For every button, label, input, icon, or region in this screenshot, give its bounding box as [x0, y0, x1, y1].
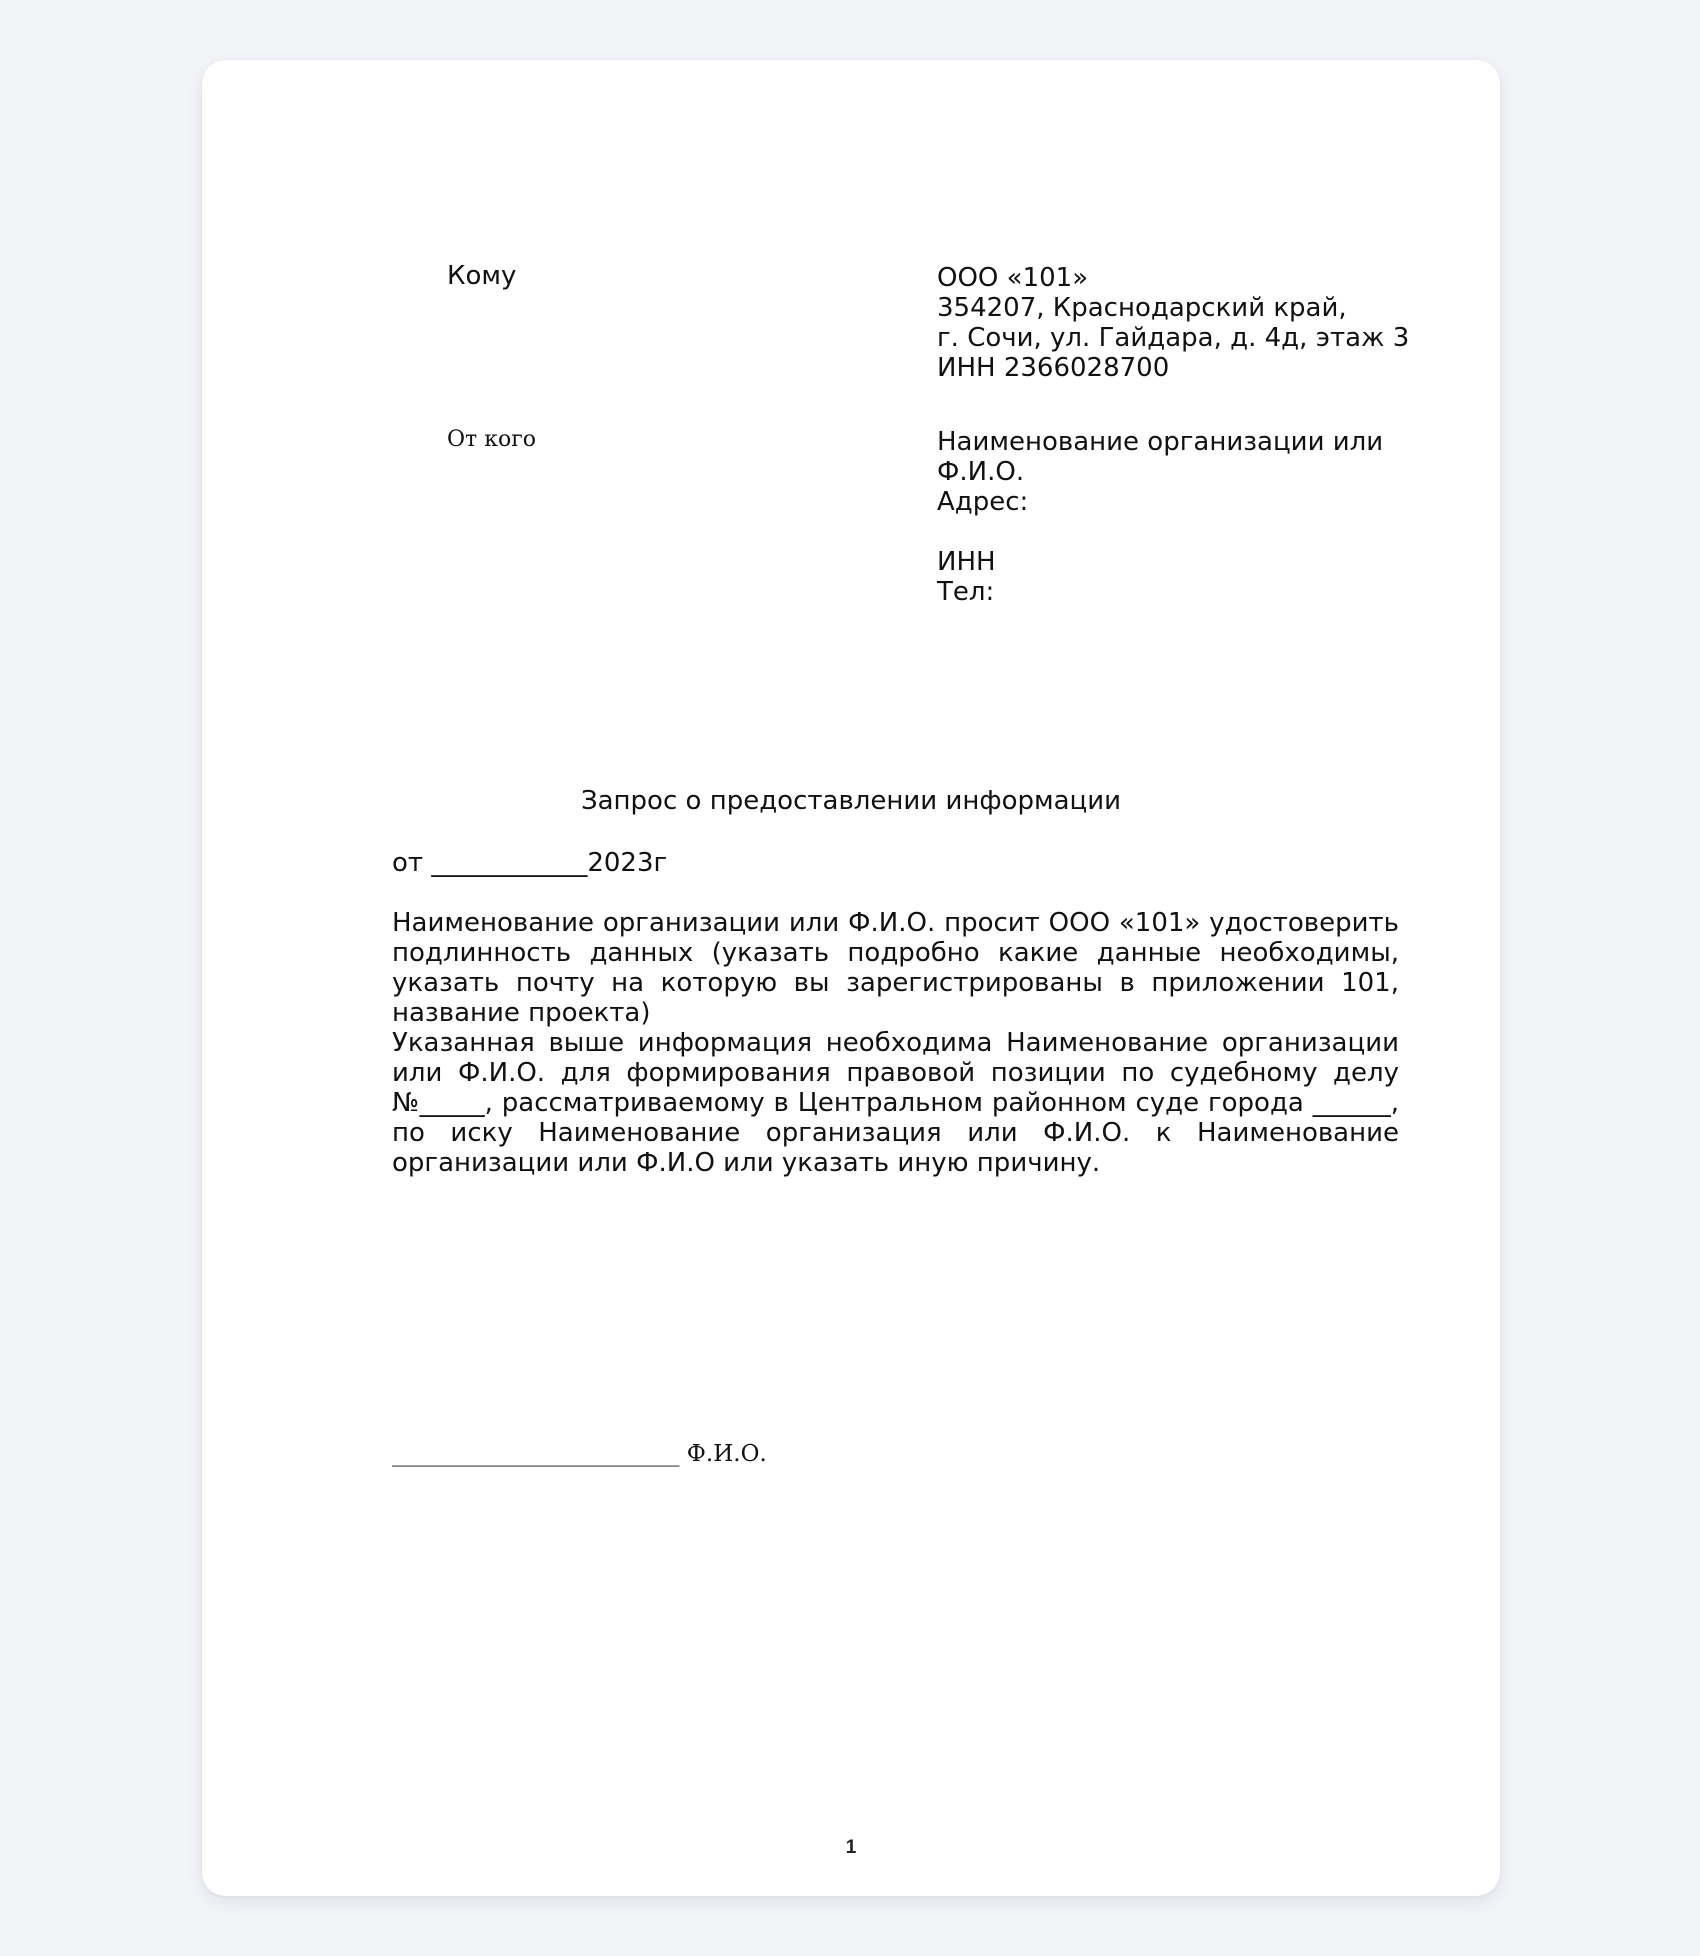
recipient-label: Кому	[447, 261, 517, 291]
signature-line: _________________________ Ф.И.О.	[392, 1441, 767, 1467]
recipient-details	[937, 263, 1409, 383]
document-page	[202, 60, 1500, 1896]
sender-line: Ф.И.О.	[937, 457, 1025, 487]
recipient-line: 354207, Краснодарский край,	[937, 293, 1347, 323]
date-line: от ____________2023г	[392, 848, 668, 878]
recipient-line: ИНН 2366028700	[937, 353, 1170, 383]
document-title: Запрос о предоставлении информации	[580, 786, 1122, 816]
sender-line: Тел:	[937, 577, 995, 607]
sender-line: ИНН	[937, 547, 996, 577]
sender-line	[937, 517, 1383, 547]
request-body	[392, 908, 1399, 1178]
page-number: 1	[845, 1837, 857, 1858]
sender-line: Адрес:	[937, 487, 1029, 517]
sender-details	[937, 427, 1383, 607]
body-paragraph: Указанная выше информация необходима Наименование организации или Ф.И.О. для формирования правовой позиции по судебному делу №_____, рассматриваемому в Центральном районном суде города ______, по иску Наименование организация или Ф.И.О. к Наименование организации или Ф.И.О или указать иную причину.	[392, 1028, 1399, 1178]
recipient-line: г. Сочи, ул. Гайдара, д. 4д, этаж 3	[937, 323, 1410, 353]
recipient-line: ООО «101»	[937, 263, 1089, 293]
body-paragraph: Наименование организации или Ф.И.О. просит ООО «101» удостоверить подлинность данных (указать подробно какие данные необходимы, указать почту на которую вы зарегистрированы в приложении 101, название проекта)	[392, 908, 1399, 1028]
sender-line: Наименование организации или	[937, 427, 1384, 457]
sender-label: От кого	[447, 427, 536, 452]
